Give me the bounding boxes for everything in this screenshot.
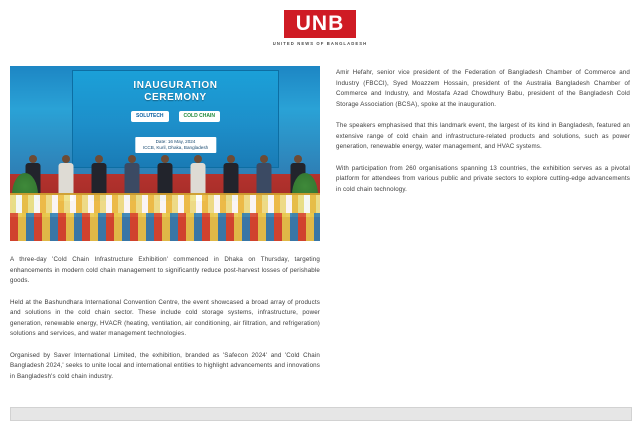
paragraph: The speakers emphasised that this landmark event, the largest of its kind in Bangladesh, featured an extensive range of cold chain and infrastructure-related products and solutions, such as power generation, renewable energy, water management, and HVAC systems.: [336, 122, 630, 150]
banner-date: Date: 16 May, 2024: [155, 139, 196, 144]
banner-title-line-2: CEREMONY: [144, 92, 207, 103]
sponsor-logo-2: COLD CHAIN: [179, 111, 220, 122]
paragraph: With participation from 260 organisations spanning 13 countries, the exhibition serves as a pivotal platform for attendees from various public and private sectors to explore cutting-edge advancements in cold chain technology.: [336, 164, 630, 193]
site-logo: [0, 10, 640, 46]
paragraph: A three-day 'Cold Chain Infrastructure Exhibition' commenced in Dhaka on Thursday, targeting enhancements in modern cold chain management to significantly reduce post-harvest losses of perishable goods.: [10, 256, 320, 284]
banner-venue: ICCB, Kuril, Dhaka, Bangladesh: [142, 145, 209, 150]
paragraph: Amir Hefahr, senior vice president of the Federation of Bangladesh Chamber of Commerce and Industry (FBCCI), Syed Moazzem Hossain, president of the Australia Bangladesh Chamber of Commerce and Industry, and Mostafa Azad Chowdhury Babu, president of the Bangladesh Cold Storage Association (BCSA), spoke at the inauguration.: [336, 69, 630, 108]
banner-title-line-1: INAUGURATION: [133, 80, 218, 91]
logo-text: UNB: [284, 10, 357, 38]
right-column: [336, 66, 630, 393]
inauguration-ceremony-photo: [10, 66, 320, 241]
stage-front-panel: [10, 213, 320, 241]
left-column: [10, 66, 320, 393]
left-column-text: [10, 255, 320, 382]
banner-title: [73, 80, 278, 104]
article-body: [10, 66, 630, 393]
banner-sponsor-logos: [73, 111, 278, 122]
paragraph: Held at the Bashundhara International Convention Centre, the event showcased a broad array of products and solutions in the cold chain sector. These include cold storage systems, infrastructure, power generation, renewable energy, HVACR (heating, ventilation, air conditioning, air filtration, and refrigeration) solutions and services, and water management technologies.: [10, 298, 320, 337]
footer-bar: [10, 407, 632, 421]
paragraph: Organised by Saver International Limited, the exhibition, branded as 'Safecon 2024' and 'Cold Chain Bangladesh 2024,' seeks to unite local and international entities to highlight advancements and innovations in Bangladesh's cold chain industry.: [10, 351, 320, 380]
sponsor-logo-1: SOLUTECH: [131, 111, 169, 122]
logo-subtitle: UNITED NEWS OF BANGLADESH: [272, 41, 368, 46]
